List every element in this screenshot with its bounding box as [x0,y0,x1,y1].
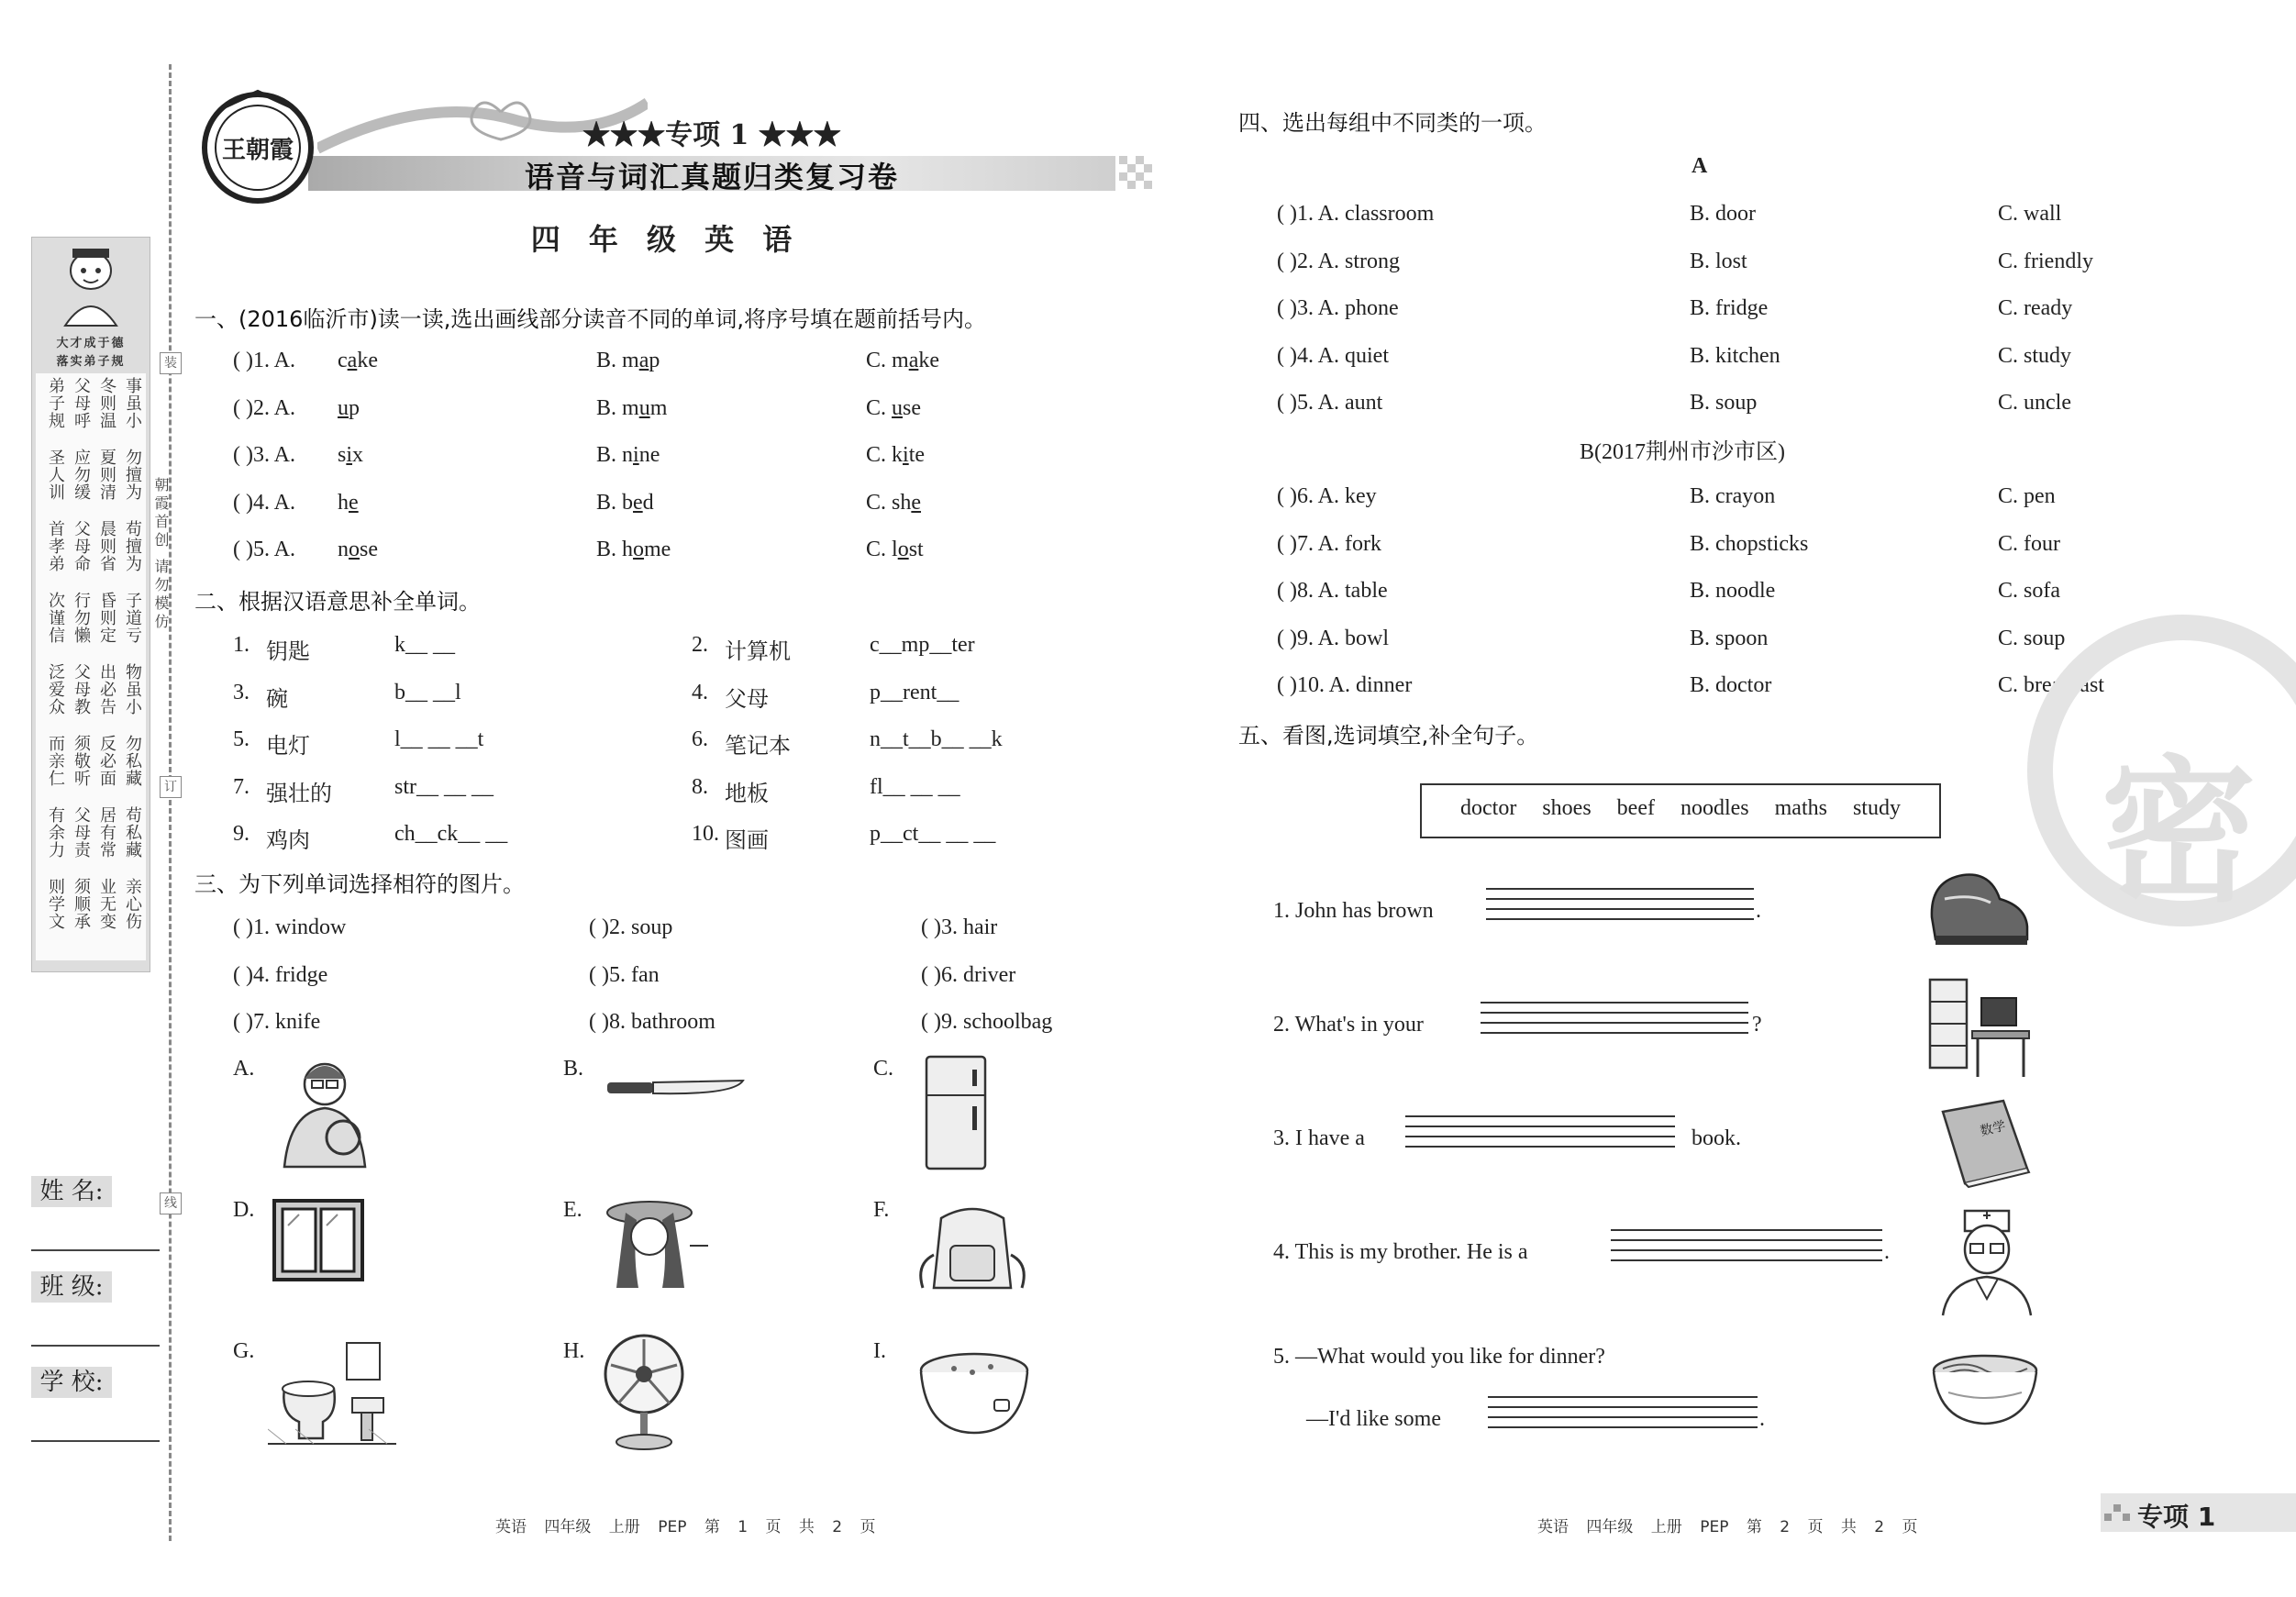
s5-answer-line [1405,1136,1675,1137]
picture-label-b: B. [563,1057,584,1081]
s1-option-c [866,396,921,421]
s5-answer-line [1481,1032,1748,1034]
s1-option-part: p [349,395,360,420]
rhyme-column: 事虽小 [123,377,142,429]
rhyme-column: 居有常 [97,806,116,859]
s5-answer-line [1486,908,1754,910]
s1-option-a [338,491,359,516]
s3-match-item[interactable]: ( )1. window [233,915,347,939]
rhyme-column: 夏则清 [97,449,116,501]
s1-answer-bracket[interactable]: ( )2. A. [233,395,295,420]
s4-row-option-a[interactable]: ( )9. A. bowl [1277,626,1389,650]
book-cover-label: 数学 [1979,1118,2008,1139]
s5-sentence-end: book. [1691,1126,1741,1150]
s5-sentence-text: —I'd like some [1306,1407,1441,1431]
s1-option-part: C. m [866,349,909,372]
rhyme-column: 而亲仁 [46,735,65,787]
s2-number: 7. [233,774,250,799]
group-a-label: A [1691,154,1708,178]
s1-answer-bracket[interactable]: ( )1. A. [233,349,295,372]
rhyme-column: 父母呼 [72,377,91,429]
s4-row-option-c: C. friendly [1998,249,2093,273]
picture-label-i: I. [873,1339,886,1363]
s1-option-a [338,538,378,562]
s2-word-blank[interactable]: n__t__b__ __k [870,727,1003,751]
rhyme-panel [31,237,150,972]
s5-answer-line[interactable] [1486,888,1754,890]
s4-row-option-c: C. soup [1998,626,2066,650]
s4-row-option-a[interactable]: ( )6. A. key [1277,484,1377,508]
s1-option-part: o [633,538,645,561]
picture-label-h: H. [563,1339,585,1363]
checker-decoration-icon [1119,156,1152,191]
rhyme-column: 应勿缓 [72,449,91,501]
section-4-heading: 四、选出每组中不同类的一项。 [1238,110,1547,136]
rhyme-column: 物虽小 [123,663,142,715]
soup-picture-icon [917,1348,1031,1436]
s1-option-a [338,349,378,373]
s5-answer-line [1611,1259,1882,1261]
s3-match-item[interactable]: ( )2. soup [589,915,673,939]
scholar-figure-icon [38,243,144,327]
rhyme-column: 苟擅为 [123,520,142,572]
s4-row-option-b: B. spoon [1690,626,1769,650]
s2-chinese: 地板 [725,780,769,806]
s4-row-option-c: C. wall [1998,202,2062,226]
s1-row [233,396,1150,426]
s2-chinese: 钥匙 [266,638,310,664]
corner-tag-label: 专项 1 [2137,1502,2216,1532]
s4-row-option-c: C. four [1998,531,2060,556]
s1-option-part: u [638,395,650,420]
s5-answer-line[interactable] [1488,1396,1758,1398]
s1-option-part: i [346,443,353,467]
binding-mark-1: 装 [160,352,182,374]
s4-row-option-a[interactable]: ( )3. A. phone [1277,296,1399,320]
s1-option-part: se [360,538,378,561]
s1-answer-bracket[interactable]: ( )5. A. [233,538,295,561]
brand-seal-icon [198,88,317,207]
s2-number: 9. [233,822,250,846]
s4-row-option-c: C. ready [1998,296,2073,320]
s5-sentence-end: . [1756,899,1761,923]
confidential-stamp-glyph: 密 [2101,742,2257,924]
s4-row-option-a[interactable]: ( )10. A. dinner [1277,673,1413,697]
s4-row-option-c: C. study [1998,343,2072,368]
s3-match-item[interactable]: ( )6. driver [921,962,1016,987]
s4-row-option-c: C. sofa [1998,579,2060,603]
s4-row-option-a[interactable]: ( )4. A. quiet [1277,343,1389,368]
s5-answer-line [1486,898,1754,900]
s5-answer-line [1486,918,1754,920]
s4-row-option-b: B. noodle [1690,579,1776,603]
s1-option-a [338,443,363,468]
s4-row-option-b: B. kitchen [1690,343,1780,368]
s1-option-part: a [638,349,649,372]
schoolbag-picture-icon [914,1200,1031,1295]
s2-word-blank[interactable]: p__ct__ __ __ [870,822,996,846]
s5-answer-line [1488,1416,1758,1418]
s4-row-option-a[interactable]: ( )8. A. table [1277,579,1388,603]
s4-row-option-b: B. doctor [1690,673,1772,697]
s1-answer-bracket[interactable]: ( )4. A. [233,490,295,515]
s2-chinese: 鸡肉 [266,827,310,853]
picture-label-f: F. [873,1198,890,1222]
special-tag: ★★★专项 1 ★★★ [582,119,841,151]
s5-sentence-end: . [1884,1240,1890,1264]
s1-option-part: d [642,490,654,515]
rhyme-column: 昏则定 [97,592,116,644]
rhyme-column: 出必告 [97,663,116,715]
binding-mark-3: 线 [160,1192,182,1214]
s1-option-b [596,491,654,516]
binding-mark-2: 订 [160,776,182,798]
s1-option-b [596,538,671,562]
s5-answer-line[interactable] [1611,1229,1882,1231]
window-picture-icon [272,1198,365,1282]
name-field-line[interactable] [31,1249,160,1251]
s1-option-part: B. m [596,349,639,372]
s2-chinese: 计算机 [725,638,791,664]
s5-sentence-text: 4. This is my brother. He is a [1273,1240,1528,1264]
rhyme-column: 苟私藏 [123,806,142,859]
s1-answer-bracket[interactable]: ( )3. A. [233,443,295,467]
s5-sentence-end: ? [1752,1013,1762,1037]
rhyme-column: 则学文 [46,878,65,930]
s2-word-blank[interactable]: str__ __ __ [394,774,494,799]
rhyme-column: 晨则省 [97,520,116,572]
s1-option-part: te [908,443,926,467]
s1-option-part: p [649,349,660,372]
class-field-line[interactable] [31,1345,160,1347]
s5-answer-line [1405,1146,1675,1148]
s2-chinese: 父母 [725,685,769,712]
s1-option-part: C. l [866,538,898,561]
rhyme-column: 须顺承 [72,878,91,930]
s1-option-part: m [649,395,668,420]
hair-picture-icon [602,1192,710,1293]
s2-number: 3. [233,680,250,704]
s1-option-part: u [892,395,904,420]
bathroom-picture-icon [268,1337,396,1446]
s1-option-part: C. k [866,443,904,467]
s4-row-option-c: C. pen [1998,484,2056,508]
s3-match-item[interactable]: ( )7. knife [233,1010,321,1034]
s4-row-option-b: B. soup [1690,391,1758,415]
s4-row-option-c: C. breakfast [1998,673,2104,697]
s1-option-part: st [908,538,924,561]
s2-word-blank[interactable]: b__ __l [394,680,461,704]
s3-match-item[interactable]: ( )4. fridge [233,962,328,987]
s5-answer-line[interactable] [1481,1002,1748,1004]
group-b-label: B(2017荆州市沙市区) [1580,440,1785,464]
s2-chinese: 笔记本 [725,733,791,759]
rhyme-column: 冬则温 [97,377,116,429]
s1-option-c [866,349,939,373]
s5-answer-line [1611,1249,1882,1251]
s2-word-blank[interactable]: c__mp__ter [870,633,975,657]
s1-option-c [866,491,921,516]
s2-number: 1. [233,633,250,657]
s1-option-part: ke [918,349,939,372]
binding-dashed-line [169,64,172,1541]
s4-row-option-a[interactable]: ( )7. A. fork [1277,531,1381,556]
s2-word-blank[interactable]: l__ __ __t [394,727,484,751]
rhyme-column: 泛爱众 [46,663,65,715]
study-room-picture-icon [1926,976,2033,1084]
grade-title: 四 年 级 英 语 [530,222,802,257]
rhyme-text-block [36,373,146,960]
s5-answer-line [1488,1406,1758,1408]
fridge-picture-icon [923,1053,991,1172]
s5-sentence-text: 2. What's in your [1273,1013,1424,1037]
s1-option-b [596,443,660,468]
s1-row [233,538,1150,567]
s2-number: 4. [692,680,708,704]
rhyme-column: 圣人训 [46,449,65,501]
s5-sentence-text: 5. —What would you like for dinner? [1273,1345,1605,1369]
picture-label-g: G. [233,1339,255,1363]
s1-row [233,349,1150,378]
footer-left: 英语 四年级 上册 PEP 第 1 页 共 2 页 [495,1518,876,1536]
rhyme-column: 勿私藏 [123,735,142,787]
s3-match-item[interactable]: ( )8. bathroom [589,1010,715,1034]
s4-row-option-b: B. fridge [1690,296,1769,320]
rhyme-column: 父母责 [72,806,91,859]
s1-option-part: e [633,490,643,515]
s4-row-option-b: B. door [1690,202,1756,226]
footer-right: 英语 四年级 上册 PEP 第 2 页 共 2 页 [1537,1518,1918,1536]
s2-chinese: 强壮的 [266,780,332,806]
rhyme-column: 勿擅为 [123,449,142,501]
school-label: 学 校: [31,1367,112,1398]
s1-option-part: h [338,490,349,515]
s2-number: 8. [692,774,708,799]
word-bank: doctor shoes beef noodles maths study [1460,796,1901,820]
s1-option-part: n [338,538,349,561]
s1-option-c [866,443,925,468]
picture-label-a: A. [233,1057,255,1081]
page-title: 语音与词汇真题归类复习卷 [524,160,899,194]
picture-label-e: E. [563,1198,582,1222]
rhyme-column: 须敬听 [72,735,91,787]
side-note: 朝霞首创 请勿模仿 [152,477,170,633]
rhyme-column: 反必面 [97,735,116,787]
s5-sentence-text: 3. I have a [1273,1126,1365,1150]
s1-option-part: e [911,490,922,515]
slogan-1: 大才成于德 [56,337,126,350]
s1-option-part: C. sh [866,490,912,515]
s1-option-part: i [903,443,909,467]
rhyme-column: 首孝弟 [46,520,65,572]
s1-option-part: me [644,538,671,561]
rhyme-column: 亲心伤 [123,878,142,930]
s2-number: 10. [692,822,719,846]
s2-number: 6. [692,727,708,751]
s1-option-part: B. h [596,538,634,561]
s4-row-option-b: B. crayon [1690,484,1776,508]
s1-option-part: e [349,490,359,515]
s4-row-option-c: C. uncle [1998,391,2071,415]
s1-option-b [596,396,667,421]
doctor-picture-icon [1939,1207,2035,1317]
beef-noodles-picture-icon [1930,1352,2040,1429]
s2-word-blank[interactable]: p__rent__ [870,680,959,704]
s2-word-blank[interactable]: k__ __ [394,633,455,657]
section-3-heading: 三、为下列单词选择相符的图片。 [194,871,525,897]
fan-picture-icon [598,1332,690,1451]
corner-checker-icon [2104,1501,2132,1525]
s2-chinese: 图画 [725,827,769,853]
name-label: 姓 名: [31,1176,112,1207]
s3-match-item[interactable]: ( )5. fan [589,962,660,987]
svg-text:王朝霞: 王朝霞 [221,137,294,164]
s1-option-part: B. m [596,395,639,420]
s1-option-part: x [352,443,364,467]
s1-option-part: ne [638,443,660,467]
s1-option-part: o [349,538,360,561]
s5-answer-line[interactable] [1405,1115,1675,1117]
rhyme-column: 次谨信 [46,592,65,644]
s1-option-part: se [903,395,922,420]
class-label: 班 级: [31,1271,112,1303]
rhyme-column: 有余力 [46,806,65,859]
rhyme-column: 弟子规 [46,377,65,429]
s1-option-part: c [338,349,348,372]
s1-option-part: ke [357,349,378,372]
s4-row-option-b: B. lost [1690,249,1747,273]
s1-option-part: B. n [596,443,634,467]
s3-match-item[interactable]: ( )3. hair [921,915,998,939]
s1-row [233,491,1150,520]
s5-sentence-end: . [1759,1407,1765,1431]
s1-option-part: C. [866,395,893,420]
rhyme-column: 子道亏 [123,592,142,644]
section-2-heading: 二、根据汉语意思补全单词。 [194,589,481,615]
s2-number: 2. [692,633,708,657]
s2-chinese: 电灯 [266,733,310,759]
s4-row-option-b: B. chopsticks [1690,531,1809,556]
rhyme-column: 父母教 [72,663,91,715]
s1-option-a [338,396,360,421]
s5-answer-line [1405,1126,1675,1127]
picture-label-d: D. [233,1198,255,1222]
s5-sentence-text: 1. John has brown [1273,899,1434,923]
section-1-heading: 一、(2016临沂市)读一读,选出画线部分读音不同的单词,将序号填在题前括号内。 [194,306,987,332]
s1-option-part: B. b [596,490,634,515]
rhyme-column: 父母命 [72,520,91,572]
s1-option-c [866,538,924,562]
s1-option-b [596,349,660,373]
knife-picture-icon [605,1075,745,1103]
s5-answer-line [1488,1426,1758,1428]
header-banner [180,79,1152,216]
s2-word-blank[interactable]: fl__ __ __ [870,774,960,799]
s1-option-part: i [633,443,639,467]
s4-row-option-a[interactable]: ( )1. A. classroom [1277,202,1435,226]
s5-answer-line [1611,1239,1882,1241]
rhyme-column: 业无变 [97,878,116,930]
slogan-2: 落实弟子规 [56,355,126,369]
maths-book-picture-icon [1937,1097,2033,1189]
s3-match-item[interactable]: ( )9. schoolbag [921,1010,1053,1034]
school-field-line[interactable] [31,1440,160,1442]
s1-option-part: a [347,349,358,372]
shoes-picture-icon [1926,862,2033,948]
s2-chinese: 碗 [266,685,288,712]
s1-row [233,443,1150,472]
s4-row-option-a[interactable]: ( )5. A. aunt [1277,391,1383,415]
s2-number: 5. [233,727,250,751]
s2-word-blank[interactable]: ch__ck__ __ [394,822,508,846]
rhyme-column: 行勿懒 [72,592,91,644]
s5-answer-line [1481,1022,1748,1024]
s4-row-option-a[interactable]: ( )2. A. strong [1277,249,1400,273]
s1-option-part: u [338,395,349,420]
s1-option-part: s [338,443,347,467]
driver-picture-icon [272,1053,378,1169]
s1-option-part: o [897,538,909,561]
section-5-heading: 五、看图,选词填空,补全句子。 [1238,723,1539,749]
s5-answer-line [1481,1012,1748,1014]
s1-option-part: a [908,349,919,372]
picture-label-c: C. [873,1057,894,1081]
